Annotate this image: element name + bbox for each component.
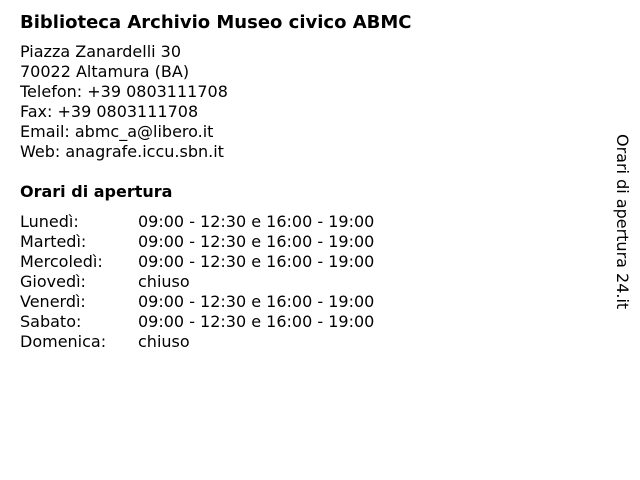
time-value: 09:00 - 12:30 e 16:00 - 19:00 [138,252,375,271]
day-label: Lunedì: [20,212,79,231]
day-label: Giovedì: [20,272,86,291]
site-brand-vertical: Orari di apertura 24.it [613,134,632,310]
day-label: Venerdì: [20,292,86,311]
time-value: chiuso [138,332,190,351]
time-value: 09:00 - 12:30 e 16:00 - 19:00 [138,292,375,311]
day-label: Sabato: [20,312,82,331]
day-label: Domenica: [20,332,107,351]
time-value: chiuso [138,272,190,291]
hours-row-wednesday [20,252,600,272]
place-title: Biblioteca Archivio Museo civico ABMC [20,12,412,33]
time-value: 09:00 - 12:30 e 16:00 - 19:00 [138,232,375,251]
hours-row-tuesday [20,232,600,252]
day-label: Mercoledì: [20,252,103,271]
time-value: 09:00 - 12:30 e 16:00 - 19:00 [138,212,375,231]
place-card [20,10,600,352]
time-value: 09:00 - 12:30 e 16:00 - 19:00 [138,312,375,331]
hours-row-friday [20,292,600,312]
hours-row-saturday [20,312,600,332]
day-label: Martedì: [20,232,87,251]
hours-row-thursday [20,272,600,292]
email-line: Email: abmc_a@libero.it [20,122,214,141]
fax-line: Fax: +39 0803111708 [20,102,199,121]
opening-hours-list [20,212,600,352]
phone-line: Telefon: +39 0803111708 [20,82,228,101]
hours-row-monday [20,212,600,232]
opening-hours-heading: Orari di apertura [20,182,173,201]
web-line: Web: anagrafe.iccu.sbn.it [20,142,224,161]
address-line: Piazza Zanardelli 30 [20,42,182,61]
city-line: 70022 Altamura (BA) [20,62,190,81]
hours-row-sunday [20,332,600,352]
